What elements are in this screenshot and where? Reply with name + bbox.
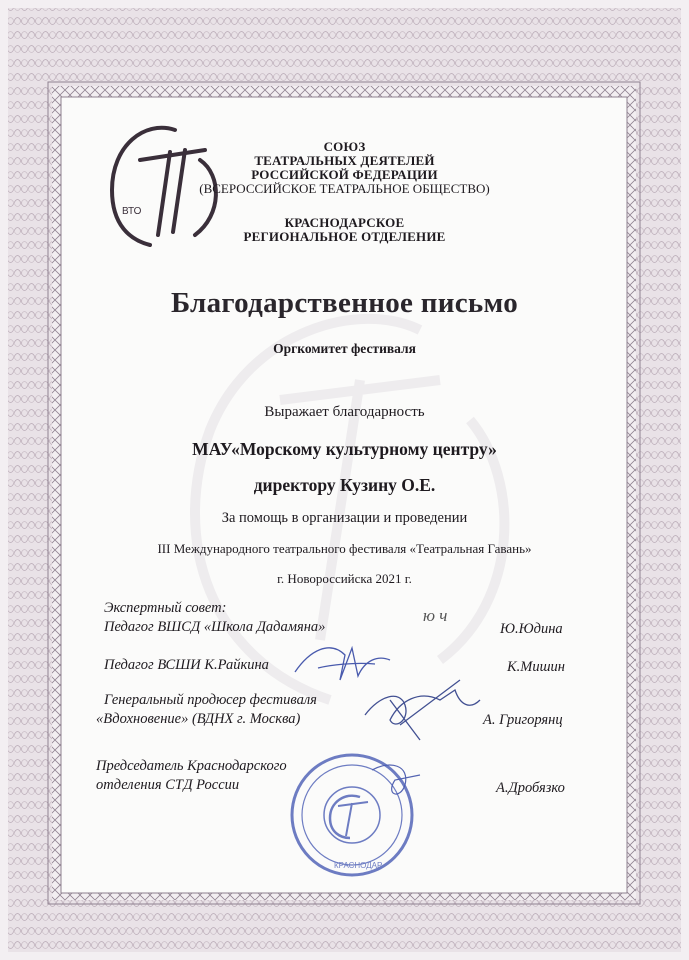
letter-title: Благодарственное письмо [170,287,519,319]
signer-1-role: Педагог ВШСД «Школа Дадамяна» [104,619,326,635]
official-stamp [292,755,412,875]
stamp-text: КРАСНОДАР [334,861,383,870]
signer-1-handwritten: ю ч [423,606,448,625]
signer-3-role-1: Генеральный продюсер фестиваля [104,692,317,708]
council-label: Экспертный совет: [104,600,227,616]
letter-expresses: Выражает благодарность [264,404,425,420]
signer-4-role-2: отделения СТД России [96,777,240,793]
letter-director: директору Кузину О.Е. [253,475,436,495]
header-line-2: ТЕАТРАЛЬНЫХ ДЕЯТЕЛЕЙ [254,153,435,168]
signature-mishin [295,648,390,680]
signature-grigoryants [365,680,480,740]
letter-recipient: МАУ«Морскому культурному центру» [192,439,497,459]
signature-drobyazko [372,765,420,794]
signer-4-role-1: Председатель Краснодарского [96,758,287,774]
logo-text: ВТО [122,206,142,217]
signer-3-role-2: «Вдохновение» (ВДНХ г. Москва) [96,711,301,727]
letter-reason: За помощь в организации и проведении [221,510,468,526]
letter-from: Оргкомитет фестиваля [273,341,416,356]
signer-4-name: А.Дробязко [496,780,565,796]
signer-1-name: Ю.Юдина [500,621,563,637]
branch-line-1: КРАСНОДАРСКОЕ [284,215,405,230]
header-line-4: (ВСЕРОССИЙСКОЕ ТЕАТРАЛЬНОЕ ОБЩЕСТВО) [199,181,490,196]
signer-2-role: Педагог ВСШИ К.Райкина [104,657,269,673]
signer-3-name: А. Григорянц [483,712,563,728]
signer-2-name: К.Мишин [507,659,565,675]
letter-city-year: г. Новороссийска 2021 г. [277,571,412,586]
header-line-3: РОССИЙСКОЙ ФЕДЕРАЦИИ [251,167,438,182]
letter-festival: III Международного театрального фестиваля «Театральная Гавань» [157,541,532,556]
header-line-1: СОЮЗ [323,139,366,154]
branch-line-2: РЕГИОНАЛЬНОЕ ОТДЕЛЕНИЕ [243,229,446,244]
